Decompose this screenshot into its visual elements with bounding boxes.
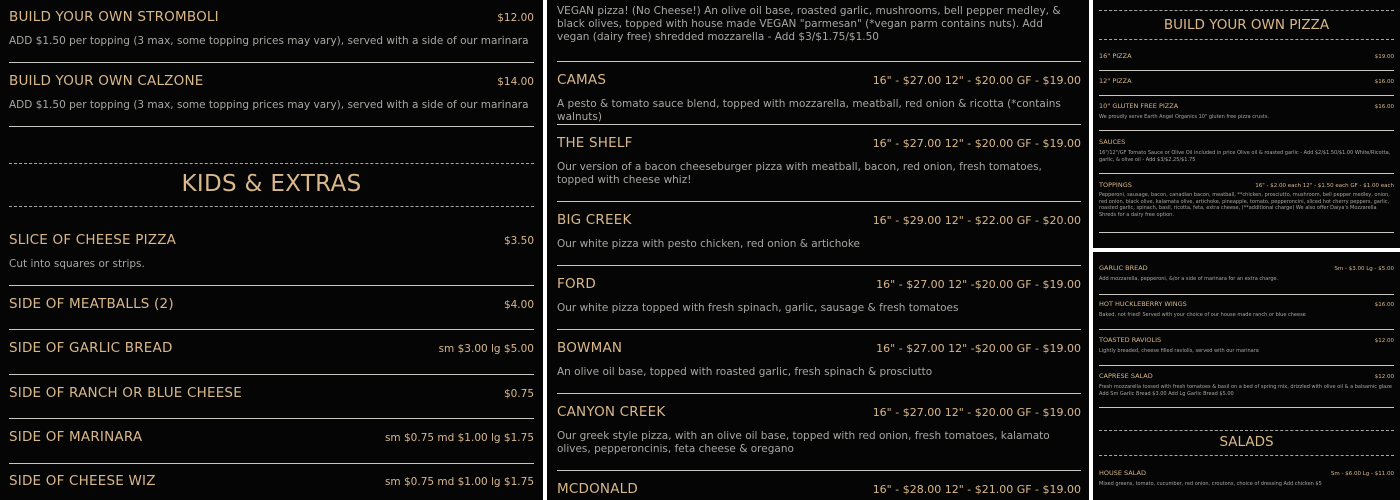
item-name: TOASTED RAVIOLIS <box>1099 336 1162 344</box>
divider <box>9 285 534 286</box>
divider <box>1099 70 1394 71</box>
menu-item-house-salad <box>1099 469 1394 488</box>
divider <box>557 124 1081 125</box>
menu-item-12-pizza <box>1099 77 1394 85</box>
item-price: $3.50 <box>503 235 534 247</box>
item-price: 16" - $27.00 12" -$20.00 GF - $19.00 <box>876 278 1081 291</box>
item-description: 16"/12"/GF Tomato Sauce or Olive Oil included in price Olive oil & roasted garlic - Add $2/$1.50/$1.00 White/Ricotta, garlic, & olive oil - Add $3/$2.25/$1.75 <box>1099 150 1391 163</box>
item-price: $4.00 <box>503 299 534 311</box>
item-price: Sm - $3.00 Lg - $5.00 <box>1334 266 1394 272</box>
item-name: 10" GLUTEN FREE PIZZA <box>1099 102 1179 110</box>
item-description: Mixed greens, tomato, cucumber, red onion, croutons, choice of dressing Add chicken $5 <box>1099 481 1322 487</box>
item-price: 16" - $2.00 each 12" - $1.50 each GF - $1.00 each <box>1255 183 1394 189</box>
divider <box>1099 95 1394 96</box>
item-price: $16.00 <box>1374 104 1394 110</box>
menu-panel-specialty-pizzas <box>547 0 1089 500</box>
divider <box>557 201 1081 202</box>
menu-panel-stromboli-kids <box>0 0 543 500</box>
divider <box>9 62 534 63</box>
menu-item-side-marinara <box>9 429 534 445</box>
item-name: SIDE OF CHEESE WIZ <box>9 473 156 489</box>
menu-item-16-pizza <box>1099 52 1394 60</box>
section-heading-build-your-own-pizza: BUILD YOUR OWN PIZZA <box>1163 17 1330 33</box>
item-description: Baked, not fried! Served with your choice of our house made ranch or blue cheese <box>1099 312 1306 318</box>
divider <box>9 374 534 375</box>
item-price: 16" - $28.00 12" - $21.00 GF - $19.00 <box>872 483 1081 496</box>
heading-divider-bottom <box>1099 455 1394 456</box>
item-description: An olive oil base, topped with roasted garlic, fresh spinach & prosciutto <box>557 366 933 378</box>
item-description: A pesto & tomato sauce blend, topped with mozzarella, meatball, red onion & ricotta (*contains walnuts) <box>557 98 1061 123</box>
item-price: $14.00 <box>497 76 534 88</box>
item-price: $16.00 <box>1374 302 1394 308</box>
menu-item-side-cheese-wiz <box>9 473 534 489</box>
item-description: ADD $1.50 per topping (3 max, some topping prices may vary), served with a side of our marinara <box>9 99 529 111</box>
heading-divider-top <box>1099 430 1394 431</box>
menu-panel-build-your-own-pizza <box>1093 0 1400 248</box>
item-description: Fresh mozzarella tossed with fresh tomatoes & basil on a bed of spring mix, drizzled with olive oil & a balsamic glaze Add Sm Garlic Bread $3.00 Add Lg Garlic Bread $5.00 <box>1099 384 1392 397</box>
item-name: SIDE OF MEATBALLS (2) <box>9 296 174 312</box>
item-description: Pepperoni, sausage, bacon, canadian bacon, meatball, **chicken, prosciutto, mushroom, bell pepper medley, onion, red onion, black olive, kalamata olive, artichoke, pineapple, tomato, pepperoncini, sliced hot cherry peppers, garlic, roasted garlic, spinach, basil, ricotta, feta, extra cheese, (**additional charge) We also offer Daiya's Mozzarella Shreds for a dairy free option. <box>1099 192 1390 218</box>
item-name: SLICE OF CHEESE PIZZA <box>9 232 177 248</box>
menu-item-toppings <box>1099 181 1394 218</box>
item-name: CAMAS <box>557 72 607 88</box>
divider <box>1099 329 1394 330</box>
menu-item-calzone <box>9 73 534 111</box>
menu-item-stromboli <box>9 9 534 47</box>
menu-item-the-shelf <box>557 135 1081 187</box>
divider <box>1099 294 1394 295</box>
heading-divider-bottom <box>9 206 534 207</box>
item-description: Our version of a bacon cheeseburger pizza with meatball, bacon, red onion, fresh tomatoes, topped with cheese whiz! <box>557 161 1042 186</box>
item-price: $12.00 <box>1374 374 1394 380</box>
item-name: MCDONALD <box>557 481 638 497</box>
divider <box>9 418 534 419</box>
item-description: Add mozzarella, pepperoni, &/or a side of marinara for an extra charge. <box>1099 276 1279 282</box>
item-name: GARLIC BREAD <box>1099 264 1148 272</box>
menu-item-bowman <box>557 340 1081 379</box>
vegan-pizza-description: VEGAN pizza! (No Cheese!) An olive oil base, roasted garlic, mushrooms, bell pepper medley, & black olives, topped with house made VEGAN "parmesan" (*vegan parm contains nuts). Add vegan (dairy free) shredded mozzarella - Add $3/$1.75/$1.50 <box>557 5 1061 43</box>
divider <box>1099 365 1394 366</box>
menu-item-gluten-free-pizza <box>1099 102 1394 121</box>
divider <box>1099 130 1394 131</box>
heading-divider-top <box>1099 10 1394 11</box>
item-name: BUILD YOUR OWN CALZONE <box>9 73 204 89</box>
item-description: Cut into squares or strips. <box>9 258 145 270</box>
item-price: 16" - $27.00 12" - $20.00 GF - $19.00 <box>872 406 1081 419</box>
section-heading-salads: SALADS <box>1219 434 1274 450</box>
item-name: TOPPINGS <box>1099 181 1132 189</box>
heading-divider-top <box>9 163 534 164</box>
item-price: 16" - $29.00 12" - $22.00 GF - $20.00 <box>872 214 1081 227</box>
menu-item-ford <box>557 276 1081 315</box>
item-price: $16.00 <box>1374 79 1394 85</box>
item-name: THE SHELF <box>557 135 633 151</box>
item-name: HOT HUCKLEBERRY WINGS <box>1099 300 1187 308</box>
divider <box>9 126 534 127</box>
menu-item-camas <box>557 72 1081 124</box>
item-description: Our white pizza with pesto chicken, red onion & artichoke <box>557 238 861 250</box>
menu-item-garlic-bread <box>1099 264 1394 283</box>
item-name: HOUSE SALAD <box>1099 469 1146 477</box>
item-price: 16" - $27.00 12" - $20.00 GF - $19.00 <box>872 137 1081 150</box>
item-price: Sm - $6.00 Lg - $11.00 <box>1330 471 1394 477</box>
menu-item-toasted-raviolis <box>1099 336 1394 355</box>
item-description: Our greek style pizza, with an olive oil base, topped with red onion, fresh tomatoes, kalamato olives, pepperoncinis, feta cheese & oregano <box>557 430 1050 455</box>
menu-item-sauces <box>1099 138 1394 163</box>
item-name: BOWMAN <box>557 340 623 356</box>
menu-item-side-meatballs <box>9 296 534 312</box>
menu-item-caprese-salad <box>1099 372 1394 397</box>
menu-item-big-creek <box>557 212 1081 251</box>
item-description: Our white pizza topped with fresh spinach, garlic, sausage & fresh tomatoes <box>557 302 959 314</box>
item-name: 16" PIZZA <box>1099 52 1132 60</box>
menu-item-side-ranch-blue-cheese <box>9 385 534 401</box>
item-price: 16" - $27.00 12" - $20.00 GF - $19.00 <box>872 74 1081 87</box>
section-heading-kids-extras: KIDS & EXTRAS <box>181 171 362 197</box>
divider <box>557 265 1081 266</box>
item-name: CANYON CREEK <box>557 404 666 420</box>
divider <box>557 470 1081 471</box>
divider <box>557 329 1081 330</box>
item-name: CAPRESE SALAD <box>1099 372 1153 380</box>
item-price: sm $3.00 lg $5.00 <box>438 343 534 355</box>
menu-item-canyon-creek <box>557 404 1081 456</box>
divider <box>1099 407 1394 408</box>
item-description: ADD $1.50 per topping (3 max, some topping prices may vary), served with a side of our marinara <box>9 35 529 47</box>
item-name: BIG CREEK <box>557 212 632 228</box>
item-price: sm $0.75 md $1.00 lg $1.75 <box>384 432 534 444</box>
item-name: 12" PIZZA <box>1099 77 1132 85</box>
item-name: SIDE OF MARINARA <box>9 429 143 445</box>
menu-item-side-garlic-bread <box>9 340 534 356</box>
divider <box>1099 173 1394 174</box>
item-description: We proudly serve Earth Angel Organics 10" gluten free pizza crusts. <box>1099 114 1270 120</box>
item-price: $19.00 <box>1374 54 1394 60</box>
divider <box>557 393 1081 394</box>
item-description: Lightly breaded, cheese filled raviolis, served with our marinara <box>1099 348 1259 354</box>
menu-panel-appetizers-salads <box>1093 252 1400 500</box>
item-name: SAUCES <box>1099 138 1126 146</box>
item-name: FORD <box>557 276 596 292</box>
divider <box>9 329 534 330</box>
divider <box>9 463 534 464</box>
item-price: sm $0.75 md $1.00 lg $1.75 <box>384 476 534 488</box>
item-name: SIDE OF RANCH OR BLUE CHEESE <box>9 385 242 401</box>
menu-item-slice-cheese-pizza <box>9 232 534 270</box>
item-price: $12.00 <box>1374 338 1394 344</box>
divider <box>557 61 1081 62</box>
item-name: BUILD YOUR OWN STROMBOLI <box>9 9 219 25</box>
item-price: 16" - $27.00 12" -$20.00 GF - $19.00 <box>876 342 1081 355</box>
heading-divider-bottom <box>1099 39 1394 40</box>
divider <box>1099 232 1394 233</box>
menu-item-mcdonald <box>557 481 1081 497</box>
item-name: SIDE OF GARLIC BREAD <box>9 340 173 356</box>
menu-item-hot-huckleberry-wings <box>1099 300 1394 319</box>
item-price: $0.75 <box>503 388 534 400</box>
item-price: $12.00 <box>497 12 534 24</box>
